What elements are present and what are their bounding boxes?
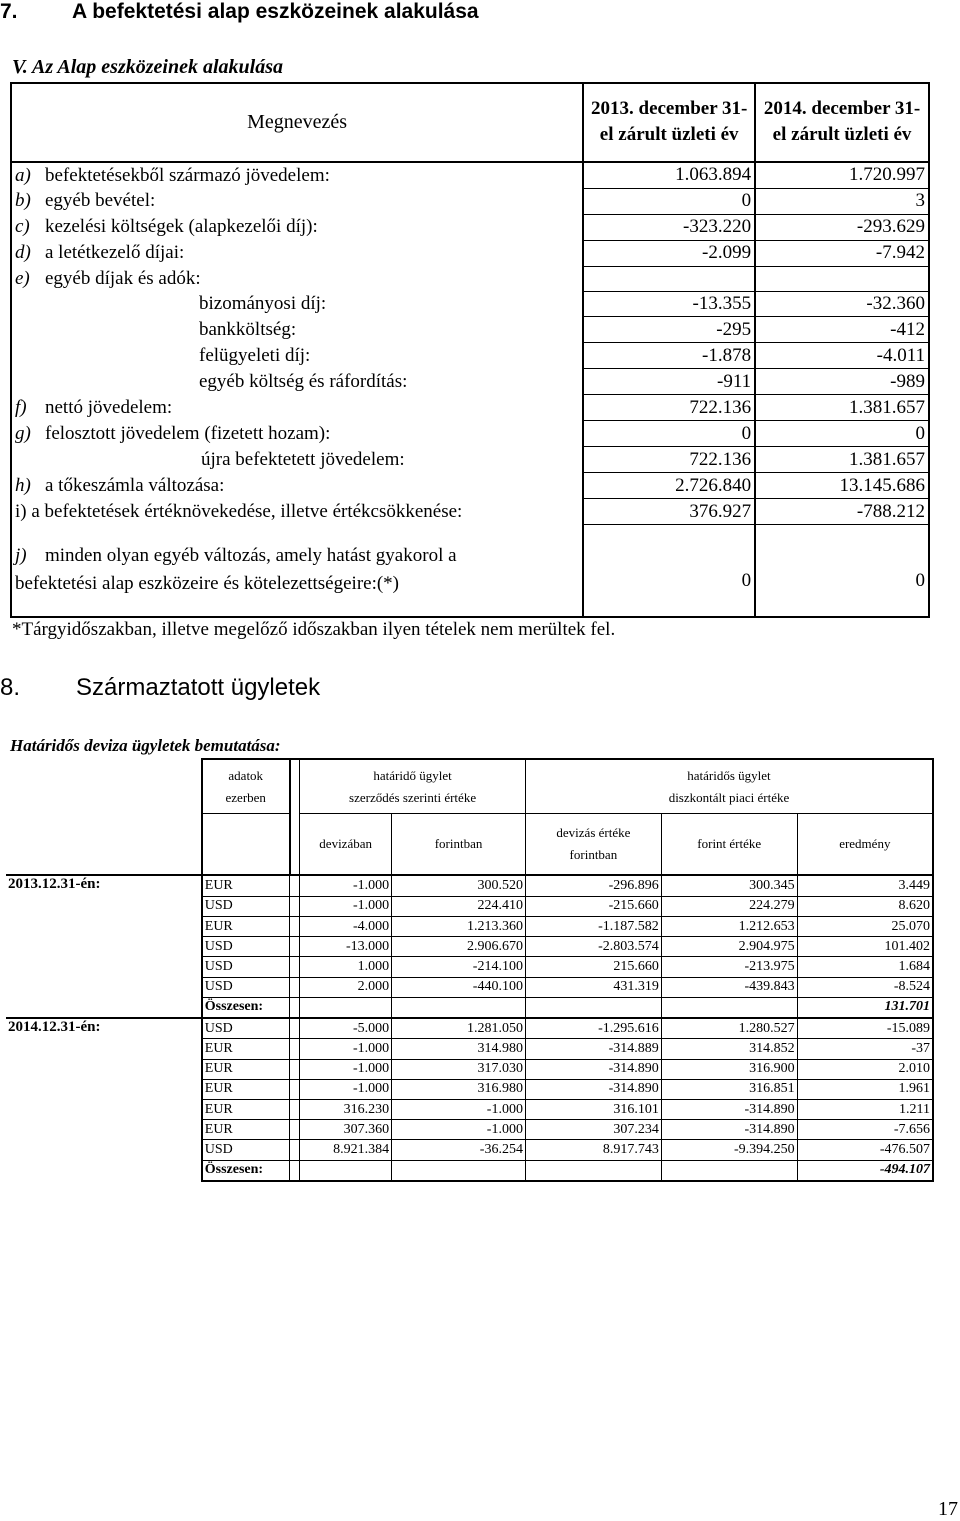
header-contract-line1: határidő ügylet xyxy=(373,767,452,783)
assets-row xyxy=(11,421,929,447)
market-huf: -9.394.250 xyxy=(661,1140,797,1160)
assets-table xyxy=(10,82,930,618)
amount-huf: 300.520 xyxy=(392,875,526,896)
assets-row xyxy=(11,369,929,395)
market-huf: -213.975 xyxy=(661,957,797,977)
table-row xyxy=(6,875,933,896)
value-2014: -788.212 xyxy=(755,499,929,525)
market-huf: 300.345 xyxy=(661,875,797,896)
currency: EUR xyxy=(202,916,290,936)
assets-row-label xyxy=(11,317,583,343)
empty-cell xyxy=(661,997,797,1018)
result: -15.089 xyxy=(797,1018,933,1039)
market-currency-huf: -296.896 xyxy=(525,875,661,896)
market-huf: 224.279 xyxy=(661,896,797,916)
market-currency-huf: 307.234 xyxy=(525,1120,661,1140)
row-j-line2: befektetési alap eszközeire és kötelezettségeire:(*) xyxy=(15,573,400,595)
row-text: bankköltség: xyxy=(199,318,297,340)
row-j-letter: j) xyxy=(15,545,27,567)
header-2014-line2: el zárult üzleti év xyxy=(772,124,912,146)
value-2014: 13.145.686 xyxy=(755,473,929,499)
amount-huf: -36.254 xyxy=(392,1140,526,1160)
header-contract-value xyxy=(300,759,526,814)
result: 1.211 xyxy=(797,1100,933,1120)
amount-currency: 307.360 xyxy=(300,1120,392,1140)
market-currency-huf: -1.295.616 xyxy=(525,1018,661,1039)
assets-row-label xyxy=(11,162,583,189)
assets-row xyxy=(11,188,929,214)
amount-currency: -5.000 xyxy=(300,1018,392,1039)
result: 3.449 xyxy=(797,875,933,896)
value-2014: 1.381.657 xyxy=(755,395,929,421)
market-currency-huf: -314.890 xyxy=(525,1059,661,1079)
header-eredmeny: eredmény xyxy=(797,814,933,876)
result: 25.070 xyxy=(797,916,933,936)
amount-currency: 2.000 xyxy=(300,977,392,997)
section-8-heading xyxy=(0,674,320,702)
assets-row-label xyxy=(11,240,583,266)
header-empty-cell xyxy=(6,759,202,814)
market-huf: -439.843 xyxy=(661,977,797,997)
amount-huf: 1.281.050 xyxy=(392,1018,526,1039)
market-huf: 2.904.975 xyxy=(661,937,797,957)
page-number: 17 xyxy=(938,1498,958,1520)
market-currency-huf: 215.660 xyxy=(525,957,661,977)
value-2014: -7.942 xyxy=(755,240,929,266)
header-empty-cell-2 xyxy=(6,814,202,876)
header-devizas-line1: devizás értéke xyxy=(556,825,631,841)
assets-row xyxy=(11,162,929,189)
row-text: kezelési költségek (alapkezelői díj): xyxy=(45,216,318,238)
header-market-line2: diszkontált piaci értéke xyxy=(668,789,790,805)
row-text: felügyeleti díj: xyxy=(199,344,311,366)
amount-currency: 1.000 xyxy=(300,957,392,977)
value-2013: 722.136 xyxy=(583,395,755,421)
amount-huf: 314.980 xyxy=(392,1039,526,1059)
amount-huf: 316.980 xyxy=(392,1079,526,1099)
row-letter: c) xyxy=(15,216,30,238)
row-letter: d) xyxy=(15,242,31,264)
header-devizaban: devizában xyxy=(300,814,392,876)
header-2013 xyxy=(583,83,755,162)
gap-cell xyxy=(290,1160,300,1181)
total-value: 131.701 xyxy=(797,997,933,1018)
assets-row-label xyxy=(11,369,583,395)
currency: EUR xyxy=(202,1100,290,1120)
value-2014: -293.629 xyxy=(755,214,929,240)
empty-cell xyxy=(300,1160,392,1181)
assets-row-label xyxy=(11,447,583,473)
section-8-title: Származtatott ügyletek xyxy=(76,674,321,701)
result: 1.961 xyxy=(797,1079,933,1099)
period-date: 2014.12.31-én: xyxy=(6,1018,202,1181)
amount-huf: -440.100 xyxy=(392,977,526,997)
assets-row-label xyxy=(11,473,583,499)
currency: EUR xyxy=(202,1039,290,1059)
header-market-value xyxy=(525,759,933,814)
value-2014: 3 xyxy=(755,188,929,214)
market-currency-huf: -314.890 xyxy=(525,1079,661,1099)
header-forintban: forintban xyxy=(392,814,526,876)
gap-cell xyxy=(290,1140,300,1160)
market-huf: 1.280.527 xyxy=(661,1018,797,1039)
row-letter: e) xyxy=(15,267,30,289)
assets-row xyxy=(11,214,929,240)
empty-cell xyxy=(525,1160,661,1181)
row-j-line1: minden olyan egyéb változás, amely hatást gyakorol a xyxy=(45,545,457,567)
value-2013: -323.220 xyxy=(583,214,755,240)
currency: EUR xyxy=(202,1079,290,1099)
result: -476.507 xyxy=(797,1140,933,1160)
total-label: Összesen: xyxy=(202,1160,290,1181)
amount-huf: -1.000 xyxy=(392,1120,526,1140)
market-huf: 316.851 xyxy=(661,1079,797,1099)
gap-cell xyxy=(290,1059,300,1079)
gap-cell xyxy=(290,997,300,1018)
assets-row-j xyxy=(11,525,929,617)
market-currency-huf: -215.660 xyxy=(525,896,661,916)
fx-forward-table xyxy=(6,758,934,1182)
currency: USD xyxy=(202,937,290,957)
header-2014-line1: 2014. december 31- xyxy=(763,98,921,120)
period-date: 2013.12.31-én: xyxy=(6,875,202,1018)
amount-currency: -4.000 xyxy=(300,916,392,936)
amount-currency: -1.000 xyxy=(300,875,392,896)
row-text: egyéb bevétel: xyxy=(45,190,156,212)
gap-cell xyxy=(290,957,300,977)
value-2013: -2.099 xyxy=(583,240,755,266)
row-text: i) a befektetések értéknövekedése, illetve értékcsökkenése: xyxy=(15,500,463,522)
row-j-label xyxy=(11,525,583,617)
row-j-2013: 0 xyxy=(583,525,755,617)
table-a-footnote: *Tárgyidőszakban, illetve megelőző időszakban ilyen tételek nem merültek fel. xyxy=(12,619,616,640)
header-contract-line2: szerződés szerinti értéke xyxy=(349,789,477,805)
value-2014: 1.381.657 xyxy=(755,447,929,473)
value-2013: 722.136 xyxy=(583,447,755,473)
assets-table-header xyxy=(11,83,929,162)
header-gap-cell xyxy=(290,759,300,814)
header-adatok-line2: ezerben xyxy=(225,789,266,805)
value-2014: -32.360 xyxy=(755,291,929,317)
empty-cell xyxy=(300,997,392,1018)
assets-row-label xyxy=(11,395,583,421)
header-devizas-line2: forintban xyxy=(569,847,618,863)
table-b-caption: Határidős deviza ügyletek bemutatása: xyxy=(10,736,281,755)
gap-cell xyxy=(290,1120,300,1140)
header-adatok-line1: adatok xyxy=(228,767,264,783)
total-value: -494.107 xyxy=(797,1160,933,1181)
value-2014: 1.720.997 xyxy=(755,162,929,189)
header-adatok xyxy=(202,759,290,814)
empty-cell xyxy=(392,1160,526,1181)
assets-row xyxy=(11,343,929,369)
market-currency-huf: 431.319 xyxy=(525,977,661,997)
assets-row xyxy=(11,499,929,525)
assets-row xyxy=(11,266,929,291)
result: -8.524 xyxy=(797,977,933,997)
amount-huf: -214.100 xyxy=(392,957,526,977)
amount-currency: -1.000 xyxy=(300,1059,392,1079)
empty-cell xyxy=(661,1160,797,1181)
currency: EUR xyxy=(202,1120,290,1140)
gap-cell xyxy=(290,1039,300,1059)
value-2014: 0 xyxy=(755,421,929,447)
amount-currency: 316.230 xyxy=(300,1100,392,1120)
value-2013: -295 xyxy=(583,317,755,343)
value-2014: -412 xyxy=(755,317,929,343)
market-currency-huf: 316.101 xyxy=(525,1100,661,1120)
amount-currency: -1.000 xyxy=(300,896,392,916)
row-letter: b) xyxy=(15,190,31,212)
header-name: Megnevezés xyxy=(11,83,583,162)
row-text: a letétkezelő díjai: xyxy=(45,242,185,264)
value-2014 xyxy=(755,266,929,291)
gap-cell xyxy=(290,937,300,957)
value-2013: 376.927 xyxy=(583,499,755,525)
assets-row xyxy=(11,240,929,266)
amount-currency: -1.000 xyxy=(300,1039,392,1059)
header-2013-line2: el zárult üzleti év xyxy=(599,124,739,146)
row-text: újra befektetett jövedelem: xyxy=(201,448,405,470)
assets-row-label xyxy=(11,291,583,317)
assets-row-label xyxy=(11,421,583,447)
assets-row xyxy=(11,473,929,499)
gap-cell xyxy=(290,896,300,916)
empty-cell xyxy=(525,997,661,1018)
amount-currency: -13.000 xyxy=(300,937,392,957)
market-huf: 316.900 xyxy=(661,1059,797,1079)
header-gap-cell-2 xyxy=(290,814,300,876)
result: 101.402 xyxy=(797,937,933,957)
gap-cell xyxy=(290,1079,300,1099)
header-2013-line1: 2013. december 31- xyxy=(591,98,748,120)
assets-row xyxy=(11,447,929,473)
row-text: felosztott jövedelem (fizetett hozam): xyxy=(45,422,331,444)
table-row xyxy=(6,1018,933,1039)
value-2013: 2.726.840 xyxy=(583,473,755,499)
result: -37 xyxy=(797,1039,933,1059)
amount-huf: 1.213.360 xyxy=(392,916,526,936)
row-letter: f) xyxy=(15,396,27,418)
result: 8.620 xyxy=(797,896,933,916)
assets-row-label xyxy=(11,266,583,291)
currency: USD xyxy=(202,977,290,997)
gap-cell xyxy=(290,1018,300,1039)
row-text: egyéb díjak és adók: xyxy=(45,267,201,289)
value-2014: -989 xyxy=(755,369,929,395)
value-2014: -4.011 xyxy=(755,343,929,369)
assets-row xyxy=(11,291,929,317)
value-2013: 0 xyxy=(583,188,755,214)
amount-currency: -1.000 xyxy=(300,1079,392,1099)
section-8-number: 8. xyxy=(0,674,21,701)
section-7-title: A befektetési alap eszközeinek alakulása xyxy=(72,0,479,23)
header-devizas-erteke xyxy=(525,814,661,876)
amount-huf: 2.906.670 xyxy=(392,937,526,957)
assets-row-label xyxy=(11,188,583,214)
currency: USD xyxy=(202,896,290,916)
header-adatok-empty xyxy=(202,814,290,876)
row-text: a tőkeszámla változása: xyxy=(45,474,225,496)
market-currency-huf: 8.917.743 xyxy=(525,1140,661,1160)
row-text: egyéb költség és ráfordítás: xyxy=(199,370,408,392)
row-text: nettó jövedelem: xyxy=(45,396,173,418)
assets-row xyxy=(11,395,929,421)
section-7-number: 7. xyxy=(0,0,18,23)
row-letter: h) xyxy=(15,474,31,496)
gap-cell xyxy=(290,977,300,997)
result: -7.656 xyxy=(797,1120,933,1140)
market-huf: 314.852 xyxy=(661,1039,797,1059)
currency: EUR xyxy=(202,875,290,896)
gap-cell xyxy=(290,1100,300,1120)
currency: EUR xyxy=(202,1059,290,1079)
amount-huf: 317.030 xyxy=(392,1059,526,1079)
total-label: Összesen: xyxy=(202,997,290,1018)
section-7-heading xyxy=(0,0,479,24)
assets-table-body xyxy=(11,162,929,525)
fx-header-row-2 xyxy=(6,814,933,876)
amount-huf: 224.410 xyxy=(392,896,526,916)
value-2013 xyxy=(583,266,755,291)
amount-currency: 8.921.384 xyxy=(300,1140,392,1160)
currency: USD xyxy=(202,1140,290,1160)
market-huf: -314.890 xyxy=(661,1100,797,1120)
gap-cell xyxy=(290,875,300,896)
value-2013: 1.063.894 xyxy=(583,162,755,189)
row-j-2014: 0 xyxy=(755,525,929,617)
market-huf: -314.890 xyxy=(661,1120,797,1140)
assets-row-label xyxy=(11,343,583,369)
amount-huf: -1.000 xyxy=(392,1100,526,1120)
row-text: befektetésekből származó jövedelem: xyxy=(45,164,330,186)
result: 1.684 xyxy=(797,957,933,977)
market-currency-huf: -1.187.582 xyxy=(525,916,661,936)
assets-row xyxy=(11,317,929,343)
market-currency-huf: -2.803.574 xyxy=(525,937,661,957)
row-letter: a) xyxy=(15,164,31,186)
currency: USD xyxy=(202,957,290,977)
value-2013: 0 xyxy=(583,421,755,447)
header-2014 xyxy=(755,83,929,162)
header-market-line1: határidős ügylet xyxy=(687,767,771,783)
assets-row-label xyxy=(11,214,583,240)
table-a-caption: V. Az Alap eszközeinek alakulása xyxy=(12,56,283,78)
value-2013: -1.878 xyxy=(583,343,755,369)
row-letter: g) xyxy=(15,422,31,444)
gap-cell xyxy=(290,916,300,936)
value-2013: -911 xyxy=(583,369,755,395)
value-2013: -13.355 xyxy=(583,291,755,317)
empty-cell xyxy=(392,997,526,1018)
assets-row-label xyxy=(11,499,583,525)
fx-table-body xyxy=(6,875,933,1181)
currency: USD xyxy=(202,1018,290,1039)
market-huf: 1.212.653 xyxy=(661,916,797,936)
header-forint-erteke: forint értéke xyxy=(661,814,797,876)
result: 2.010 xyxy=(797,1059,933,1079)
fx-header-row-1 xyxy=(6,759,933,814)
row-text: bizományosi díj: xyxy=(199,293,327,315)
market-currency-huf: -314.889 xyxy=(525,1039,661,1059)
